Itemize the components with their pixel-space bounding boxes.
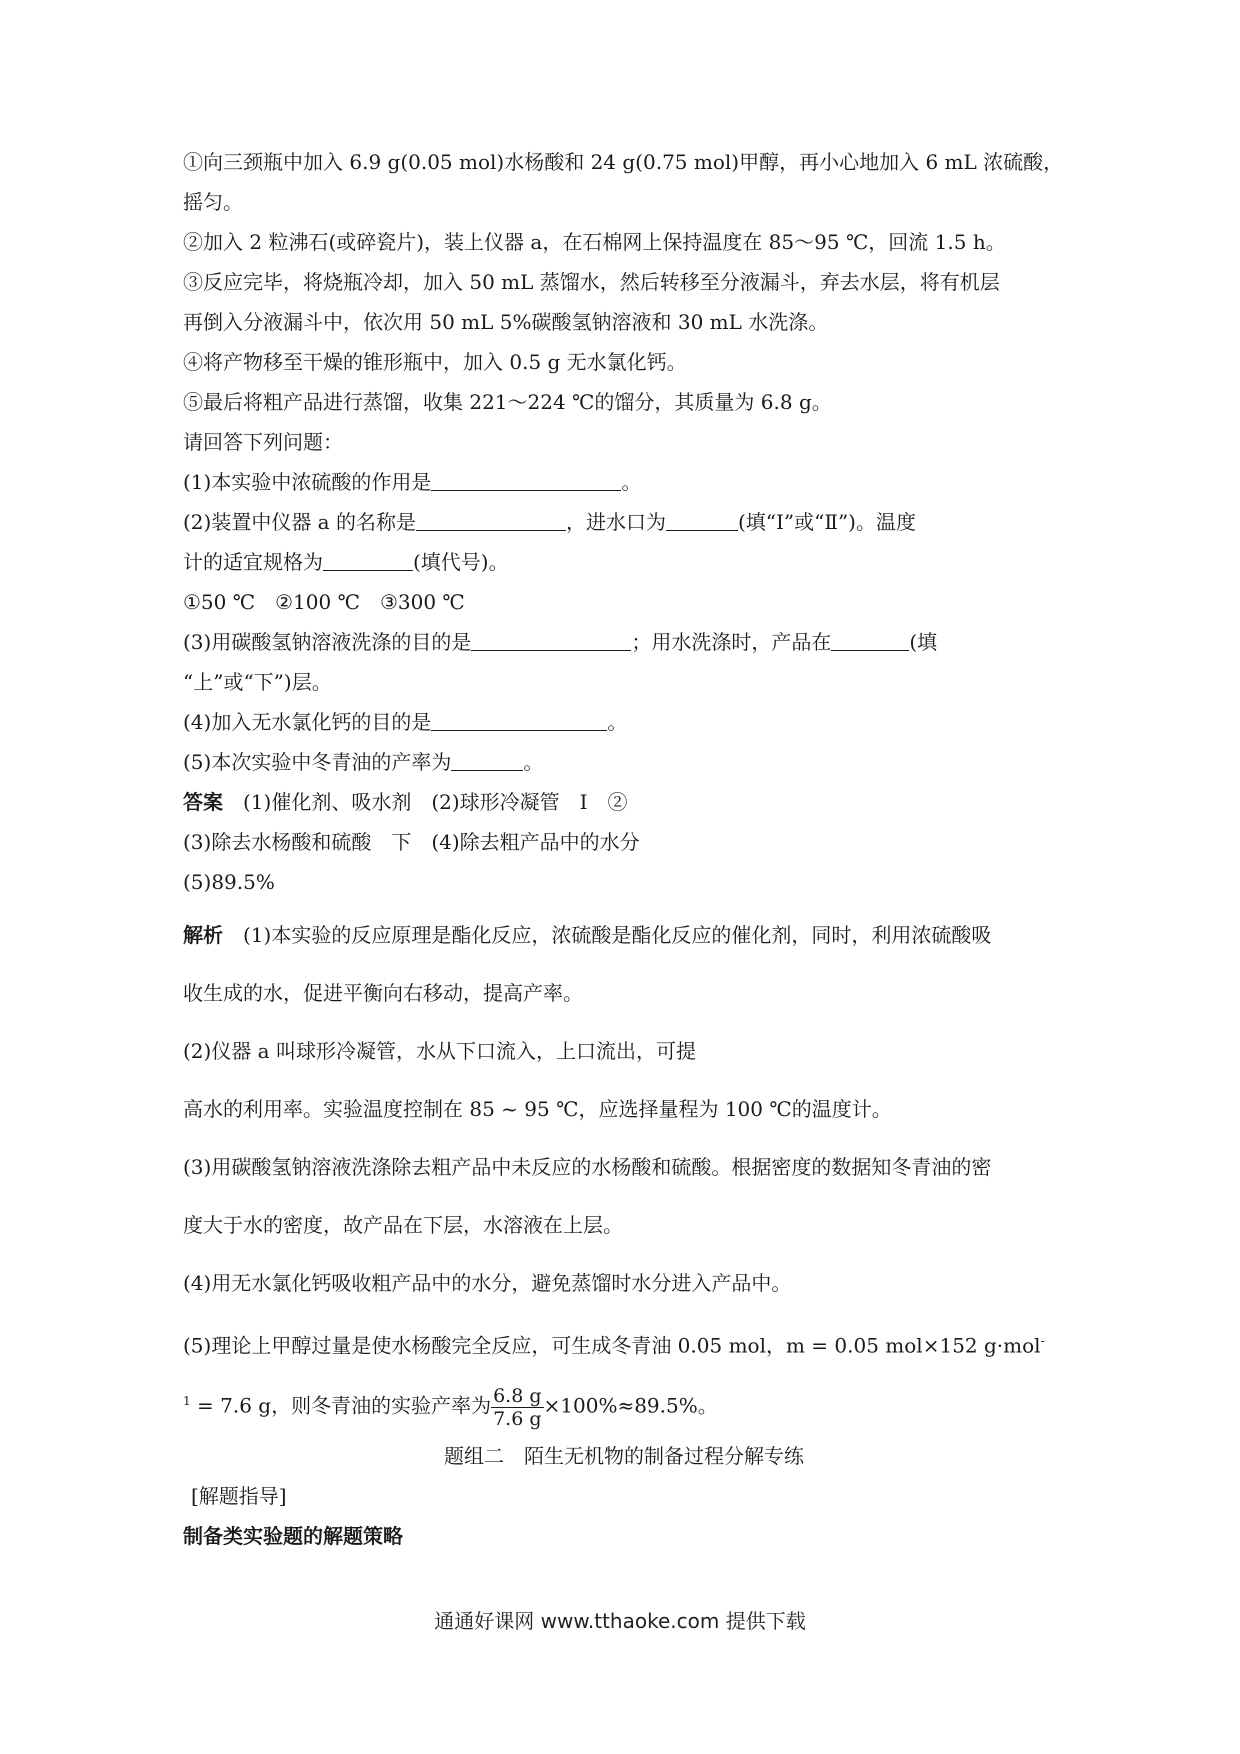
question-2 [183, 502, 1065, 542]
page-footer: 通通好课网 www.tthaoke.com 提供下载 [434, 1609, 806, 1633]
question-4-text: (4)加入无水氯化钙的目的是 [183, 710, 432, 734]
question-3-text: (3)用碳酸氢钠溶液洗涤的目的是 [183, 630, 472, 654]
guide-title: 制备类实验题的解题策略 [183, 1524, 403, 1548]
step-5: ⑤最后将粗产品进行蒸馏，收集 221～224 ℃的馏分，其质量为 6.8 g。 [183, 390, 832, 414]
analysis-superscript-minus: - [1040, 1334, 1045, 1348]
analysis-line-2: 收生成的水，促进平衡向右移动，提高产率。 [183, 981, 583, 1005]
answer-label: 答案 [183, 790, 223, 814]
question-2-mid: ，进水口为 [565, 510, 666, 534]
question-4-end: 。 [607, 710, 628, 734]
analysis-line-4: 高水的利用率。实验温度控制在 85 ~ 95 ℃，应选择量程为 100 ℃的温度计。 [183, 1097, 892, 1121]
step-3-line-2: 再倒入分液漏斗中，依次用 50 mL 5%碳酸氢钠溶液和 30 mL 水洗涤。 [183, 310, 829, 334]
question-2-cont-text: 计的适宜规格为 [183, 550, 323, 574]
section-title: 题组二 陌生无机物的制备过程分解专练 [444, 1444, 804, 1468]
answer-line-2: (3)除去水杨酸和硫酸 下 (4)除去粗产品中的水分 [183, 830, 640, 854]
analysis-superscript-one: 1 [183, 1394, 191, 1408]
analysis-text-1: (1)本实验的反应原理是酯化反应，浓硫酸是酯化反应的催化剂，同时，利用浓硫酸吸 [223, 923, 992, 947]
question-3-cont: “上”或“下”)层。 [183, 670, 332, 694]
analysis-line-8 [183, 1312, 1065, 1370]
analysis-text-9: = 7.6 g，则冬青油的实验产率为 [190, 1393, 492, 1418]
guide-label: [解题指导] [191, 1484, 287, 1508]
analysis-line-5: (3)用碳酸氢钠溶液洗涤除去粗产品中未反应的水杨酸和硫酸。根据密度的数据知冬青油的密 [183, 1155, 992, 1179]
answer-line-3: (5)89.5% [183, 870, 275, 894]
step-2: ②加入 2 粒沸石(或碎瓷片)，装上仪器 a，在石棉网上保持温度在 85～95 ℃，回流 1.5 h。 [183, 230, 1006, 254]
analysis-line-1 [183, 906, 1065, 964]
step-4: ④将产物移至干燥的锥形瓶中，加入 0.5 g 无水氯化钙。 [183, 350, 687, 374]
step-1-line-1: ①向三颈瓶中加入 6.9 g(0.05 mol)水杨酸和 24 g(0.75 mol)甲醇，再小心地加入 6 mL 浓硫酸， [183, 150, 1064, 174]
analysis-line-6: 度大于水的密度，故产品在下层，水溶液在上层。 [183, 1213, 623, 1237]
answer-blank-2a[interactable] [416, 508, 566, 531]
question-1-end: 。 [621, 470, 642, 494]
analysis-block [183, 906, 1065, 1432]
question-5-text: (5)本次实验中冬青油的产率为 [183, 750, 452, 774]
answer-blank-2c[interactable] [323, 548, 413, 571]
question-2-cont-end: (填代号)。 [413, 550, 509, 574]
fraction-denominator: 7.6 g [493, 1407, 542, 1430]
question-1-text: (1)本实验中浓硫酸的作用是 [183, 470, 432, 494]
question-2-cont [183, 542, 1065, 582]
question-3-end: (填 [909, 630, 938, 654]
answer-blank-1[interactable] [431, 468, 621, 491]
question-3 [183, 622, 1065, 662]
yield-fraction [491, 1385, 543, 1430]
question-5-end: 。 [523, 750, 544, 774]
answer-text-1: (1)催化剂、吸水剂 (2)球形冷凝管 Ⅰ ② [223, 790, 628, 814]
answer-blank-3a[interactable] [471, 628, 631, 651]
question-3-mid: ；用水洗涤时，产品在 [631, 630, 832, 654]
step-1-line-2: 摇匀。 [183, 190, 243, 214]
question-2-options: ①50 ℃ ②100 ℃ ③300 ℃ [183, 590, 465, 614]
content-area [183, 142, 1065, 1556]
question-5 [183, 742, 1065, 782]
analysis-line-9 [183, 1370, 1065, 1432]
answer-blank-5[interactable] [451, 748, 523, 771]
question-4 [183, 702, 1065, 742]
analysis-line-7: (4)用无水氯化钙吸收粗产品中的水分，避免蒸馏时水分进入产品中。 [183, 1271, 792, 1295]
answer-line-1 [183, 782, 1065, 822]
fraction-numerator: 6.8 g [493, 1384, 542, 1407]
analysis-text-9-end: ×100%≈89.5%。 [543, 1393, 718, 1418]
question-prompt: 请回答下列问题： [183, 430, 343, 454]
answer-blank-3b[interactable] [831, 628, 909, 651]
analysis-line-3: (2)仪器 a 叫球形冷凝管，水从下口流入，上口流出，可提 [183, 1039, 696, 1063]
analysis-label: 解析 [183, 923, 223, 947]
answer-blank-4[interactable] [431, 708, 607, 731]
question-2-end: (填“Ⅰ”或“Ⅱ”)。温度 [737, 510, 916, 534]
question-1 [183, 462, 1065, 502]
analysis-text-8: (5)理论上甲醇过量是使水杨酸完全反应，可生成冬青油 0.05 mol，m = 0.05 mol×152 g·mol [183, 1333, 1041, 1358]
step-3-line-1: ③反应完毕，将烧瓶冷却，加入 50 mL 蒸馏水，然后转移至分液漏斗，弃去水层，将有机层 [183, 270, 1000, 294]
answer-blank-2b[interactable] [666, 508, 738, 531]
question-2-text: (2)装置中仪器 a 的名称是 [183, 510, 416, 534]
